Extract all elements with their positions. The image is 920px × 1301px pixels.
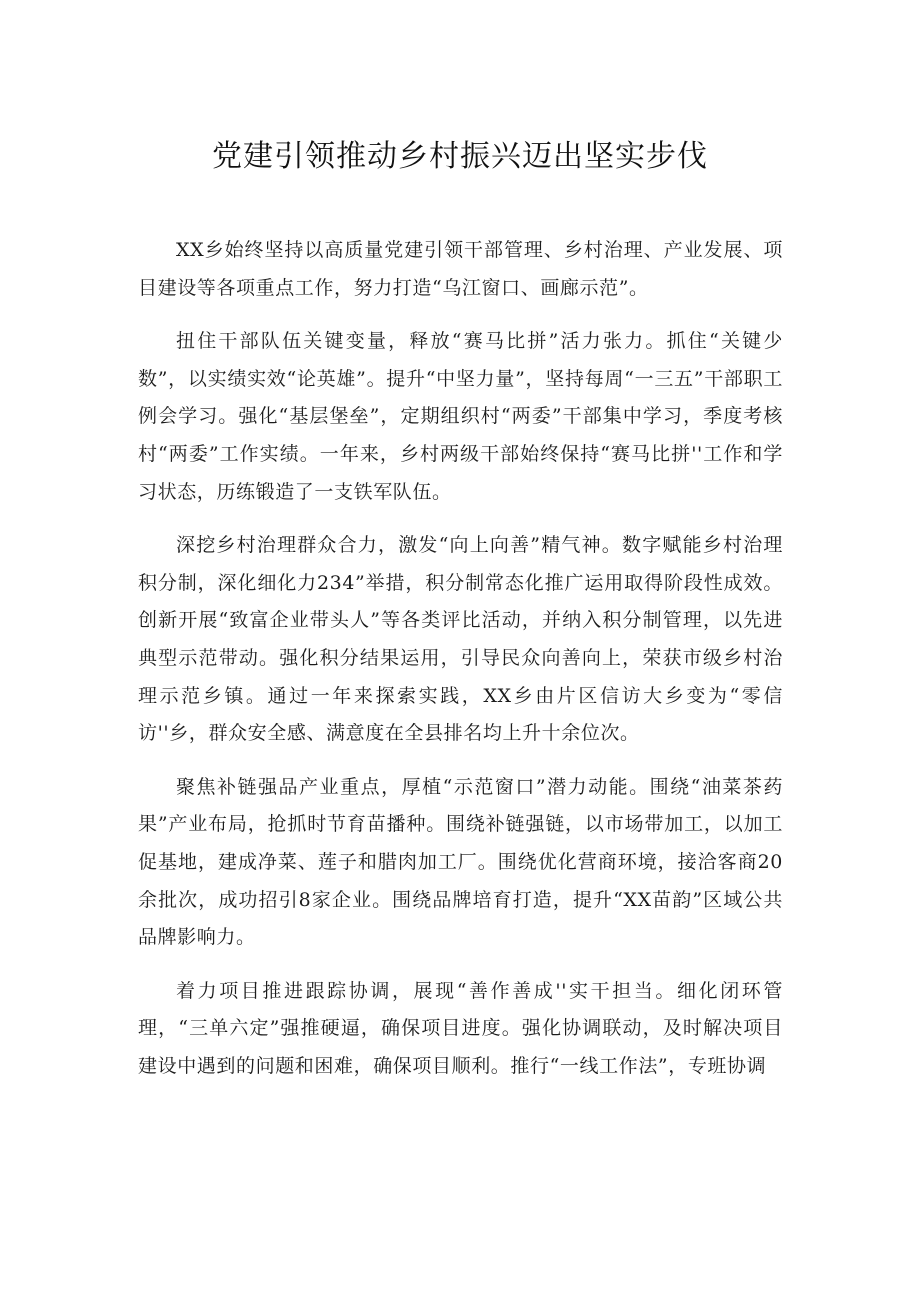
paragraph-rural-governance: 深挖乡村治理群众合力，激发“向上向善”精气神。数字赋能乡村治理积分制，深化细化力234”举措，积分制常态化推广运用取得阶段性成效。创新开展“致富企业带头人”等各类评比活动，并纳入积分制管理，以先进典型示范带动。强化积分结果运用，引导民众向善向上，荣获市级乡村治理示范乡镇。通过一年来探索实践，XX乡由片区信访大乡变为“零信访''乡，群众安全感、满意度在全县排名均上升十余位次。 xyxy=(138,534,783,745)
page-title: 党建引领推动乡村振兴迈出坚实步伐 xyxy=(212,139,708,174)
paragraph-industry: 聚焦补链强品产业重点，厚植“示范窗口”潜力动能。围绕“油菜茶药果”产业布局，抢抓时节育苗播种。围绕补链强链，以市场带加工，以加工促基地，建成净菜、莲子和腊肉加工厂。围绕优化营商环境，接洽客商20余批次，成功招引8家企业。围绕品牌培育打造，提升“XX苗韵”区域公共品牌影响力。 xyxy=(138,775,783,949)
paragraph-projects: 着力项目推进跟踪协调，展现“善作善成''实干担当。细化闭环管理，“三单六定”强推硬逼，确保项目进度。强化协调联动，及时解决项目建设中遇到的问题和困难，确保项目顺利。推行“一线工作法”，专班协调 xyxy=(138,979,783,1077)
paragraph-intro: XX乡始终坚持以高质量党建引领干部管理、乡村治理、产业发展、项目建设等各项重点工作，努力打造“乌江窗口、画廊示范”。 xyxy=(138,239,783,299)
document-body xyxy=(138,232,783,1085)
paragraph-cadre-team: 扭住干部队伍关键变量，释放“赛马比拼”活力张力。抓住“关键少数”，以实绩实效“论英雄”。提升“中坚力量”，坚持每周“一三五”干部职工例会学习。强化“基层堡垒”，定期组织村“两委”干部集中学习，季度考核村“两委”工作实绩。一年来，乡村两级干部始终保持“赛马比拼''工作和学习状态，历练锻造了一支铁军队伍。 xyxy=(138,330,783,503)
